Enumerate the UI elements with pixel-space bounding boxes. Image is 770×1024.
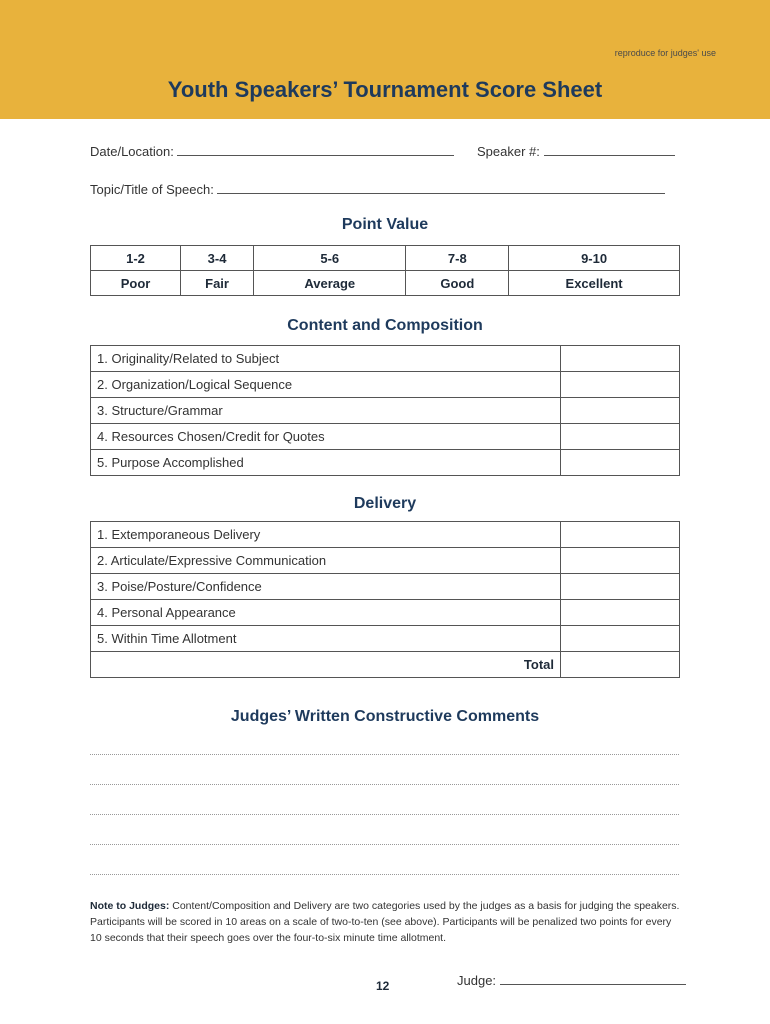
note-to-judges — [90, 898, 680, 946]
score-cell[interactable] — [561, 548, 680, 574]
table-row — [91, 574, 680, 600]
judge-label: Judge: — [457, 973, 497, 988]
page-number: 12 — [376, 979, 390, 993]
speaker-line — [544, 145, 675, 156]
point-value-ranges-row — [91, 246, 680, 271]
point-value-title: Point Value — [341, 216, 429, 233]
score-cell[interactable] — [561, 346, 680, 372]
date-location-field — [90, 144, 454, 159]
table-row — [91, 548, 680, 574]
label-cell: Average — [254, 271, 406, 296]
reproduce-note: reproduce for judges' use — [614, 48, 716, 58]
criterion-label: 5. Purpose Accomplished — [91, 450, 561, 476]
comment-line[interactable] — [90, 754, 679, 755]
page-title: Youth Speakers’ Tournament Score Sheet — [167, 77, 603, 102]
comment-line[interactable] — [90, 844, 679, 845]
criterion-label: 3. Poise/Posture/Confidence — [91, 574, 561, 600]
criterion-label: 2. Articulate/Expressive Communication — [91, 548, 561, 574]
criterion-label: 1. Extemporaneous Delivery — [91, 522, 561, 548]
score-cell[interactable] — [561, 372, 680, 398]
comments-title: Judges’ Written Constructive Comments — [230, 708, 540, 725]
criterion-label: 2. Organization/Logical Sequence — [91, 372, 561, 398]
range-cell: 7-8 — [406, 246, 509, 271]
table-row — [91, 600, 680, 626]
comment-line[interactable] — [90, 814, 679, 815]
delivery-table — [90, 521, 680, 678]
point-value-table — [90, 245, 680, 296]
criterion-label: 1. Originality/Related to Subject — [91, 346, 561, 372]
score-cell[interactable] — [561, 574, 680, 600]
score-cell[interactable] — [561, 424, 680, 450]
criterion-label: 5. Within Time Allotment — [91, 626, 561, 652]
table-row — [91, 372, 680, 398]
criterion-label: 4. Resources Chosen/Credit for Quotes — [91, 424, 561, 450]
comment-line[interactable] — [90, 874, 679, 875]
total-row — [91, 652, 680, 678]
date-location-label: Date/Location: — [90, 144, 174, 159]
score-cell[interactable] — [561, 600, 680, 626]
score-cell[interactable] — [561, 398, 680, 424]
label-cell: Good — [406, 271, 509, 296]
topic-line — [217, 183, 665, 194]
speaker-field — [477, 144, 675, 159]
content-title: Content and Composition — [287, 317, 483, 334]
criterion-label: 3. Structure/Grammar — [91, 398, 561, 424]
label-cell: Excellent — [509, 271, 680, 296]
table-row — [91, 522, 680, 548]
range-cell: 9-10 — [509, 246, 680, 271]
table-row — [91, 398, 680, 424]
judge-signature-line[interactable] — [500, 974, 686, 985]
table-row — [91, 450, 680, 476]
judge-field — [457, 973, 686, 988]
table-row — [91, 626, 680, 652]
score-cell[interactable] — [561, 626, 680, 652]
range-cell: 1-2 — [91, 246, 181, 271]
point-value-labels-row — [91, 271, 680, 296]
score-cell[interactable] — [561, 450, 680, 476]
label-cell: Fair — [181, 271, 254, 296]
score-cell[interactable] — [561, 522, 680, 548]
note-label: Note to Judges: — [90, 900, 170, 912]
delivery-title: Delivery — [353, 495, 417, 512]
total-score-cell[interactable] — [561, 652, 680, 678]
note-text: Content/Composition and Delivery are two categories used by the judges as a basis for judging the speakers. Participants will be scored in 10 areas on a scale of two-to-ten (see above). Participants will be penalized two points for every 10 seconds that their speech goes over the four-to-six minute time allotment. — [90, 900, 680, 944]
label-cell: Poor — [91, 271, 181, 296]
content-table — [90, 345, 680, 476]
criterion-label: 4. Personal Appearance — [91, 600, 561, 626]
range-cell: 5-6 — [254, 246, 406, 271]
table-row — [91, 424, 680, 450]
header-band — [0, 0, 770, 119]
topic-field — [90, 182, 665, 197]
total-label: Total — [91, 652, 561, 678]
comment-line[interactable] — [90, 784, 679, 785]
date-location-line — [177, 145, 454, 156]
speaker-label: Speaker #: — [477, 144, 540, 159]
range-cell: 3-4 — [181, 246, 254, 271]
table-row — [91, 346, 680, 372]
topic-label: Topic/Title of Speech: — [90, 182, 214, 197]
